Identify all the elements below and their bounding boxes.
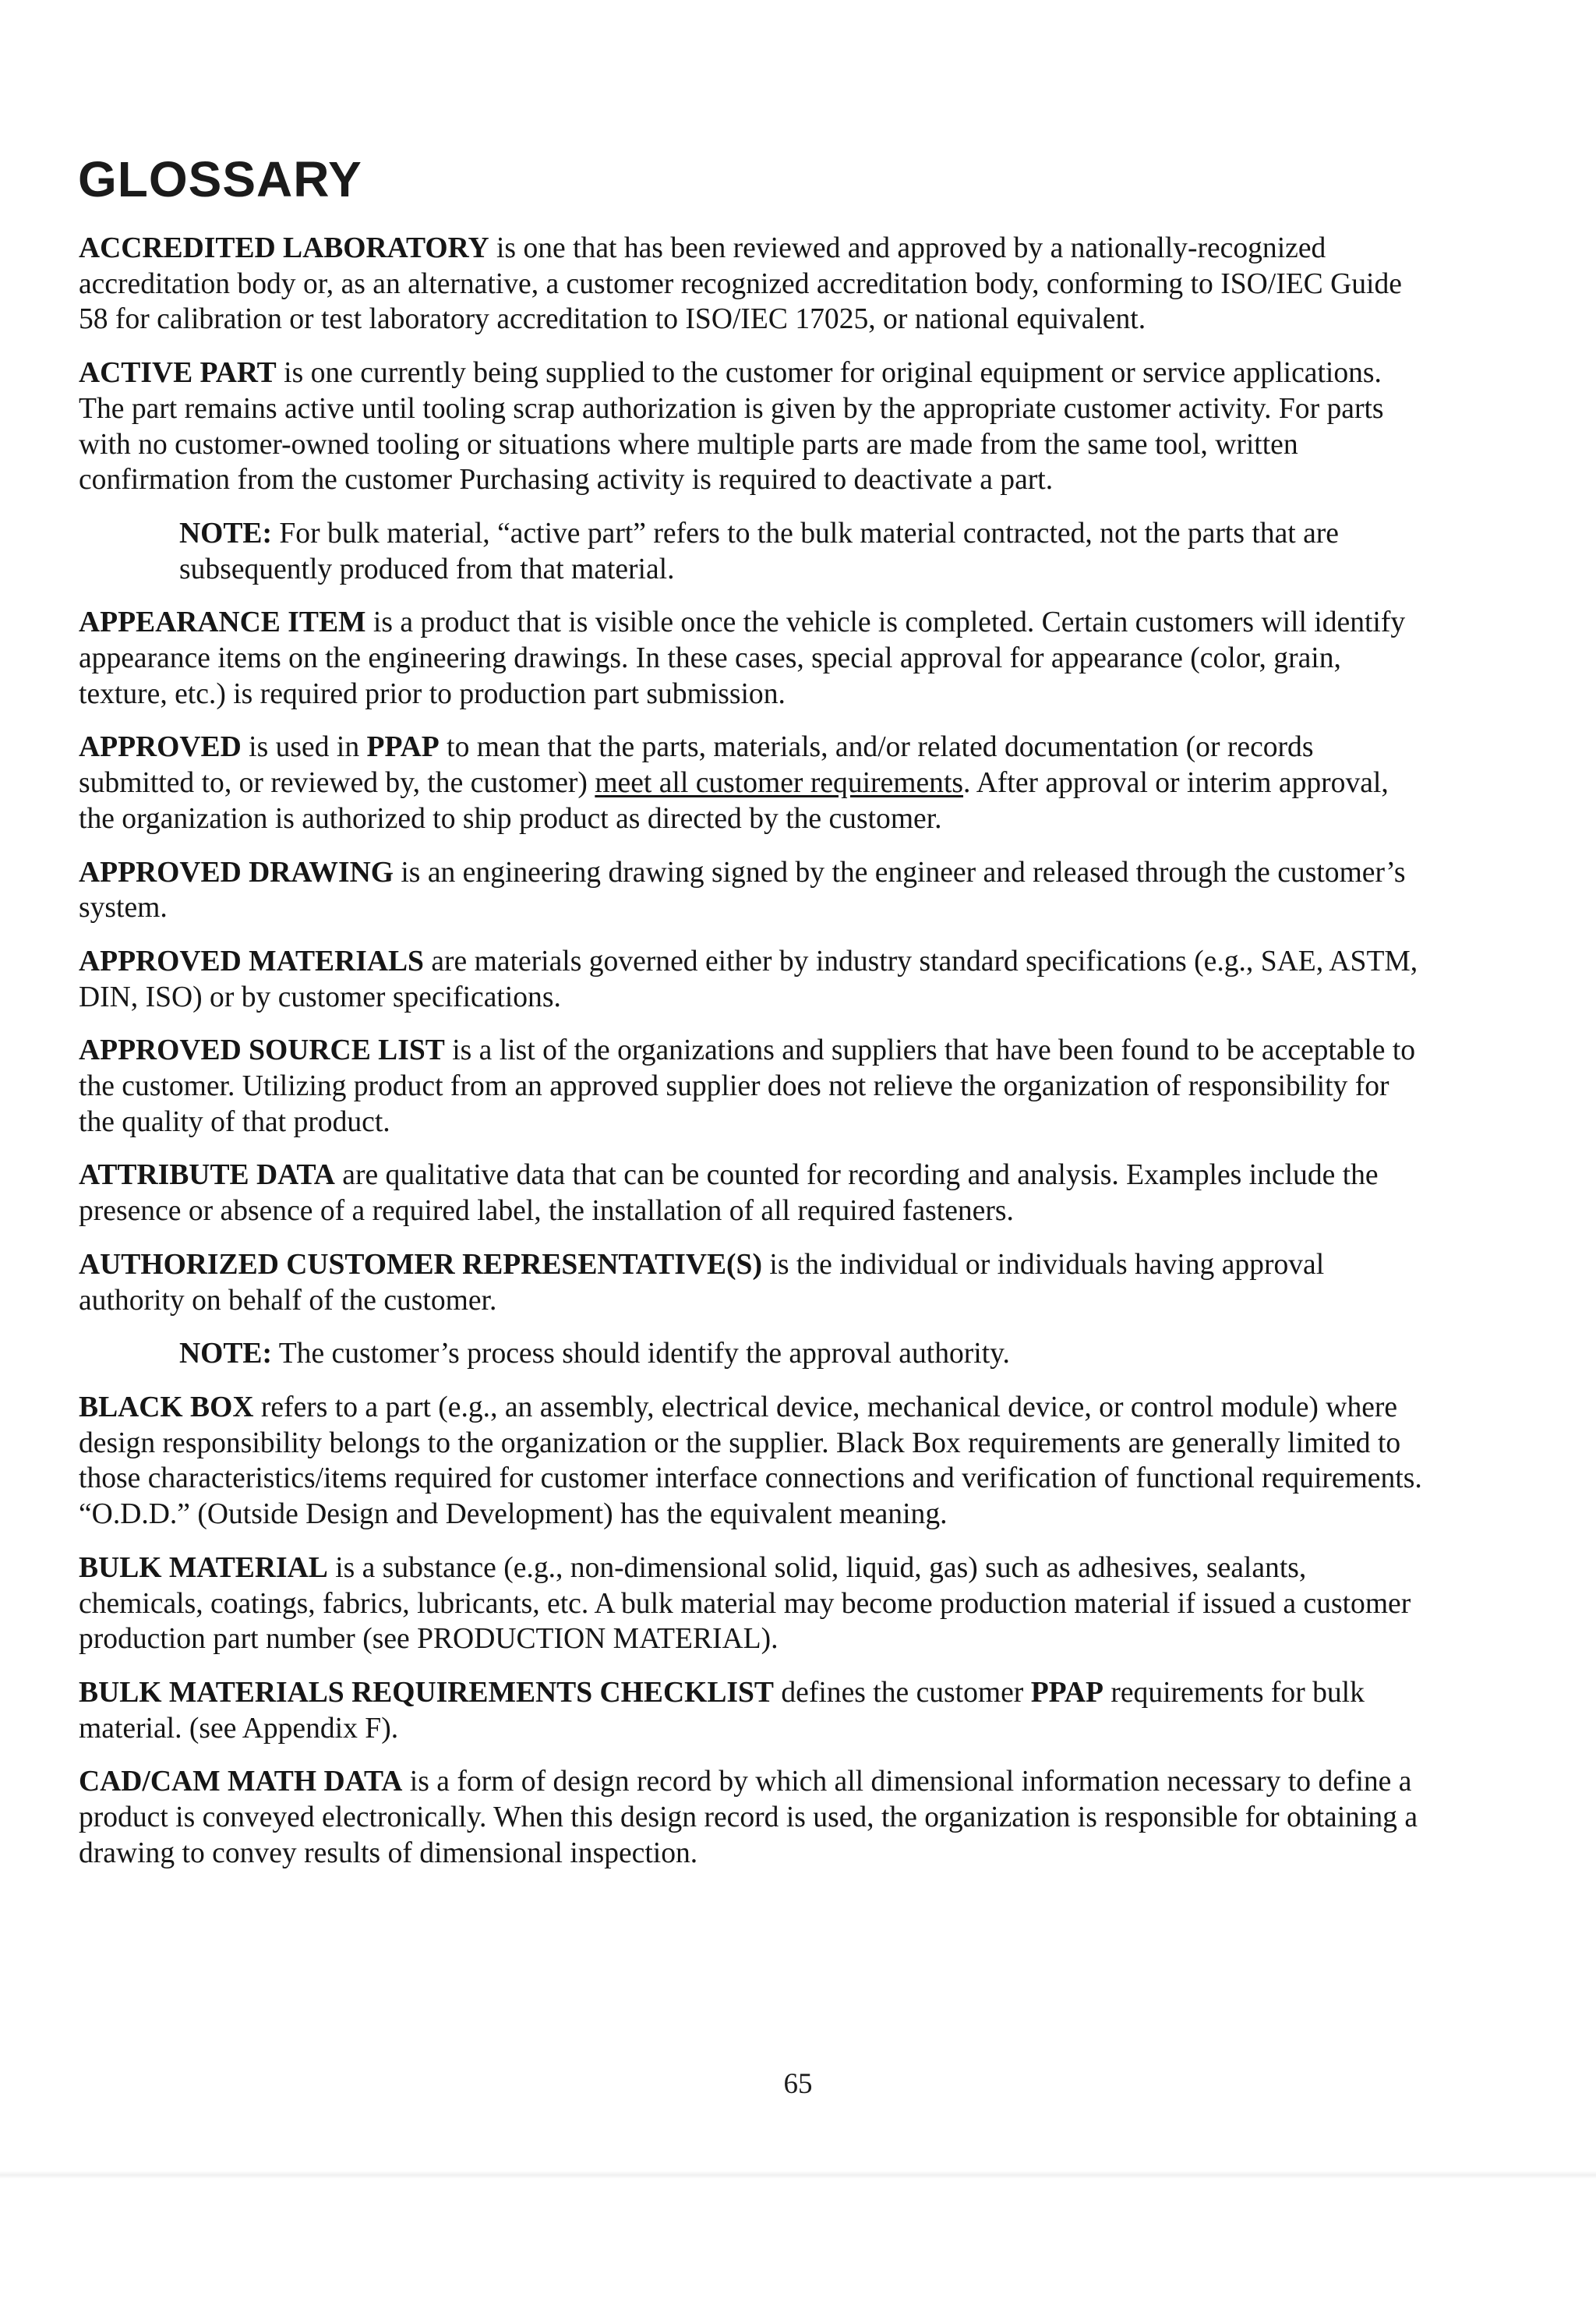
glossary-term: APPROVED SOURCE LIST: [79, 1034, 445, 1067]
glossary-term: APPROVED: [79, 731, 242, 764]
glossary-entry-bulk-materials-checklist: [79, 1675, 1427, 1746]
glossary-definition: is a list of the organizations and suppliers that have been found to be acceptable to the customer. Utilizing product from an approved supplier does not relieve the organization of responsibility for the quality of that product.: [79, 1034, 1416, 1138]
glossary-definition-part: . After approval or interim approval, the organization is authorized to ship product as directed by the customer.: [79, 767, 1389, 835]
glossary-definition: is a form of design record by which all dimensional information necessary to define a product is conveyed electronically. When this design record is used, the organization is responsible for obtaining a drawing to convey results of dimensional inspection.: [79, 1766, 1418, 1869]
glossary-definition-part: is used in: [241, 731, 367, 764]
glossary-definition-part: defines the customer: [773, 1676, 1031, 1709]
glossary-term: APPROVED DRAWING: [79, 856, 394, 889]
glossary-content: [79, 231, 1427, 1889]
glossary-entry-appearance-item: [79, 605, 1427, 712]
glossary-definition: is one that has been reviewed and approved by a nationally-recognized accreditation body or, as an alternative, a customer recognized accreditation body, conforming to ISO/IEC Guide 58 for calibration or test laboratory accreditation to ISO/IEC 17025, or national equivalent.: [79, 232, 1402, 336]
note-label: NOTE:: [179, 1338, 273, 1370]
glossary-term: BLACK BOX: [79, 1391, 254, 1423]
glossary-entry-attribute-data: [79, 1158, 1427, 1229]
glossary-entry-bulk-material: [79, 1550, 1427, 1657]
glossary-definition: is a substance (e.g., non-dimensional solid, liquid, gas) such as adhesives, sealants, chemicals, coatings, fabrics, lubricants, etc. A bulk material may become production material if issued a customer production part number (see PRODUCTION MATERIAL).: [79, 1551, 1411, 1656]
page-number: 65: [783, 2068, 813, 2100]
glossary-definition-part: requirements for bulk material. (see Appendix F).: [79, 1676, 1365, 1745]
glossary-entry-approved-drawing: [79, 855, 1427, 926]
glossary-entry-black-box: [79, 1390, 1427, 1533]
page-title: GLOSSARY: [78, 151, 362, 207]
glossary-entry-authorized-customer-representative: [79, 1247, 1427, 1318]
glossary-term: BULK MATERIALS REQUIREMENTS CHECKLIST: [79, 1676, 774, 1709]
glossary-entry-approved-materials: [79, 944, 1427, 1015]
glossary-note-active-part: [179, 516, 1427, 587]
glossary-definition: are qualitative data that can be counted for recording and analysis. Examples include the presence or absence of a required label, the installation of all required fasteners.: [79, 1159, 1379, 1228]
note-text: The customer’s process should identify the approval authority.: [272, 1338, 1010, 1370]
glossary-definition: is one currently being supplied to the customer for original equipment or service applications. The part remains active until tooling scrap authorization is given by the appropriate customer activity. For parts with no customer-owned tooling or situations where multiple parts are made from the same tool, written confirmation from the customer Purchasing activity is required to deactivate a part.: [79, 357, 1384, 497]
glossary-definition: is the individual or individuals having approval authority on behalf of the customer.: [79, 1248, 1325, 1317]
glossary-term: AUTHORIZED CUSTOMER REPRESENTATIVE(S): [79, 1248, 762, 1281]
note-text: For bulk material, “active part” refers to the bulk material contracted, not the parts that are subsequently produced from that material.: [179, 517, 1339, 585]
glossary-term: APPROVED MATERIALS: [79, 945, 424, 978]
ppap-keyword: PPAP: [1030, 1676, 1103, 1709]
glossary-term: BULK MATERIAL: [79, 1551, 328, 1584]
glossary-entry-cad-cam-math-data: [79, 1764, 1427, 1871]
glossary-definition: are materials governed either by industry standard specifications (e.g., SAE, ASTM, DIN, ISO) or by customer specifications.: [79, 945, 1418, 1013]
glossary-definition-part: to mean that the parts, materials, and/or related documentation (or records submitted to, or reviewed by, the customer): [79, 731, 1314, 800]
glossary-entry-approved: [79, 730, 1427, 836]
glossary-definition: refers to a part (e.g., an assembly, electrical device, mechanical device, or control module) where design responsibility belongs to the organization or the supplier. Black Box requirements are generally limited to those characteristics/items required for customer interface connections and verification of functional requirements. “O.D.D.” (Outside Design and Development) has the equivalent meaning.: [79, 1391, 1422, 1531]
glossary-term: APPEARANCE ITEM: [79, 606, 366, 639]
note-label: NOTE:: [179, 517, 273, 550]
glossary-definition: is a product that is visible once the vehicle is completed. Certain customers will identify appearance items on the engineering drawings. In these cases, special approval for appearance (color, grain, texture, etc.) is required prior to production part submission.: [79, 606, 1406, 710]
glossary-note-authorized: [179, 1336, 1427, 1372]
glossary-definition: is an engineering drawing signed by the engineer and released through the customer’s system.: [79, 856, 1406, 925]
underlined-phrase: meet all customer requirements: [595, 767, 964, 800]
glossary-entry-accredited-laboratory: [79, 231, 1427, 338]
glossary-term: ACCREDITED LABORATORY: [79, 232, 489, 264]
ppap-keyword: PPAP: [366, 731, 440, 764]
scan-edge-shadow: [0, 2171, 1596, 2179]
glossary-term: ATTRIBUTE DATA: [79, 1159, 335, 1192]
glossary-term: CAD/CAM MATH DATA: [79, 1766, 403, 1798]
glossary-entry-active-part: [79, 355, 1427, 498]
glossary-entry-approved-source-list: [79, 1033, 1427, 1140]
glossary-term: ACTIVE PART: [79, 357, 277, 390]
